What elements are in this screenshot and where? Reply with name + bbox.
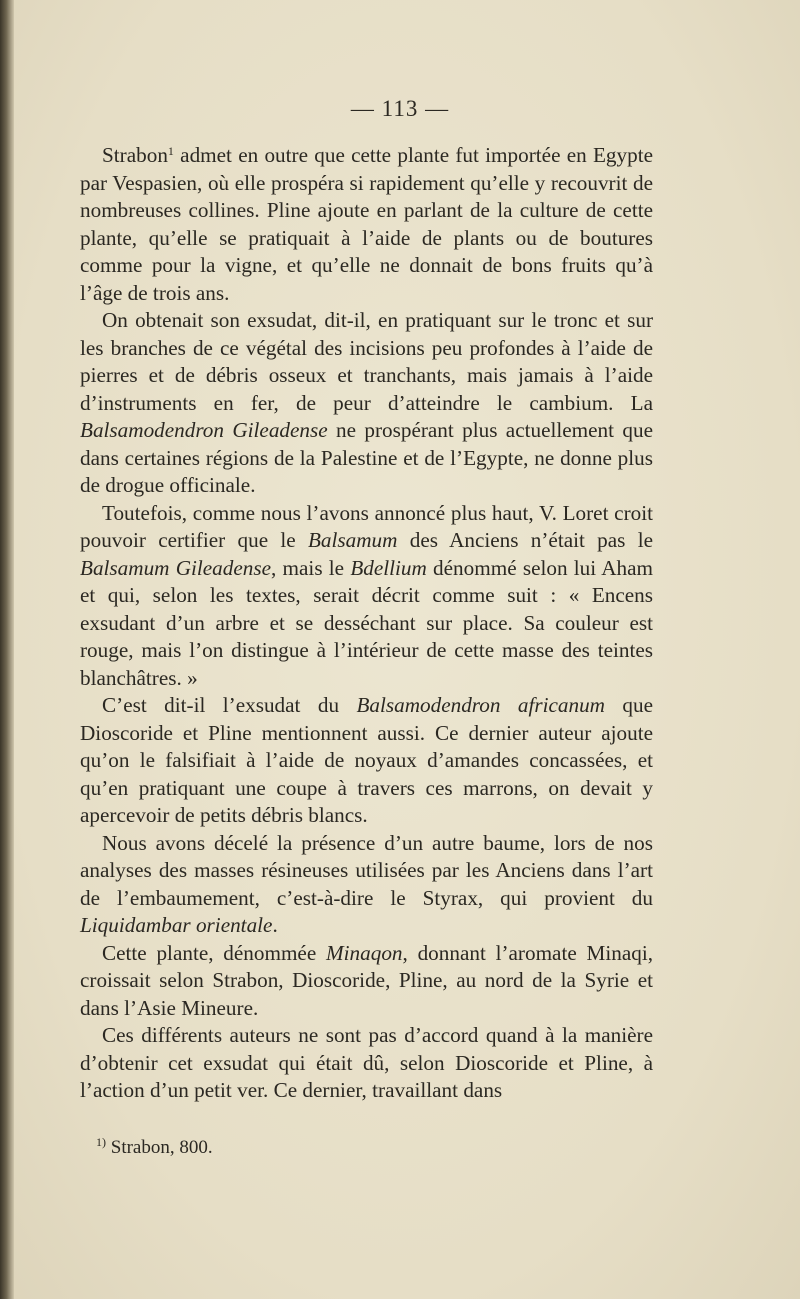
paragraph-5-text-2: . xyxy=(272,913,278,937)
paragraph-2-text-2: ne prospérant plus actuellement que dans certaines régions de la Palestine et de l’Egypte, ne donne plus de drogue officinale. xyxy=(80,418,653,497)
species-name: Bdellium xyxy=(350,555,427,580)
paragraph-3-text-1: Toutefois, comme nous l’avons annoncé plus haut, V. Loret croit pouvoir certifier que le xyxy=(80,500,653,552)
paragraph-3 xyxy=(80,500,653,693)
paragraph-5-text-1: Nous avons décelé la présence d’un autre baume, lors de nos analyses des masses résineuses utilisées par les Anciens dans l’art de l’embaumement, c’est-à-dire le Styrax, qui provient du xyxy=(80,830,653,910)
species-name: Balsamodendron africanum xyxy=(356,693,605,717)
paragraph-4-text-2: que Dioscoride et Pline mentionnent aussi. Ce dernier auteur ajoute qu’on le falsifiait à l’aide de noyaux d’amandes concassées, et qu’en pratiquant une coupe à travers ces marrons, on devait y apercevoir de petits débris blancs. xyxy=(80,693,653,827)
body-text xyxy=(80,142,653,1105)
paragraph-1 xyxy=(80,142,653,307)
footnote-marker: 1) xyxy=(96,1135,106,1149)
species-name: Balsamum xyxy=(307,528,398,552)
paragraph-1-lead: Strabon xyxy=(102,143,168,167)
species-name: Balsamum Gileadense xyxy=(80,555,272,580)
paragraph-1-text: admet en outre que cette plante fut importée en Egypte par Vespasien, où elle prospéra si rapidement qu’elle y recouvrit de nombreuses collines. Pline ajoute en parlant de la culture de cette plante, qu’elle se pratiquait à l’aide de plants ou de boutures comme pour la vigne, et qu’elle ne donnait de bons fruits qu’à l’âge de trois ans. xyxy=(80,143,653,305)
paragraph-2 xyxy=(80,307,653,500)
paragraph-4 xyxy=(80,692,653,830)
footnote xyxy=(96,1136,656,1160)
footnote-reference: 1 xyxy=(167,144,174,158)
paragraph-3-text-2: des Anciens n’était pas le xyxy=(397,528,653,552)
paragraph-5 xyxy=(80,830,653,940)
page-number: — 113 — xyxy=(350,96,450,121)
paragraph-2-text-1: On obtenait son exsudat, dit-il, en pratiquant sur le tronc et sur les branches de ce végétal des incisions peu profondes à l’aide de pierres et de débris osseux et tranchants, mais jamais à l’aide d’instruments en fer, de peur d’atteindre le cambium. La xyxy=(80,308,653,415)
paragraph-3-text-4: dénommé selon lui Aham et qui, selon les textes, serait décrit comme suit : « Encens exsudant d’un arbre et se desséchant sur place. Sa couleur est rouge, mais l’on distingue à l’intérieur de cette masse des teintes blanchâtres. » xyxy=(80,555,654,690)
paragraph-6-text-2: , donnant l’aromate Minaqi, croissait selon Strabon, Dioscoride, Pline, au nord de la Syrie et dans l’Asie Mineure. xyxy=(80,940,654,1020)
species-name: Minaqon xyxy=(326,940,403,965)
paragraph-6 xyxy=(80,940,653,1023)
paragraph-7 xyxy=(80,1022,653,1105)
paragraph-7-text-1: Ces différents auteurs ne sont pas d’accord quand à la manière d’obtenir cet exsudat qui était dû, selon Dioscoride et Pline, à l’action d’un petit ver. Ce dernier, travaillant dans xyxy=(80,1023,653,1102)
page-binding-edge xyxy=(0,0,14,1299)
footnote-text: Strabon, 800. xyxy=(106,1137,213,1158)
species-name: Liquidambar orientale xyxy=(80,913,273,937)
paragraph-6-text-1: Cette plante, dénommée xyxy=(102,940,326,965)
species-name: Balsamodendron Gileadense xyxy=(80,418,328,442)
paragraph-4-text-1: C’est dit-il l’exsudat du xyxy=(102,693,357,717)
paragraph-3-text-3: , mais le xyxy=(271,555,351,580)
